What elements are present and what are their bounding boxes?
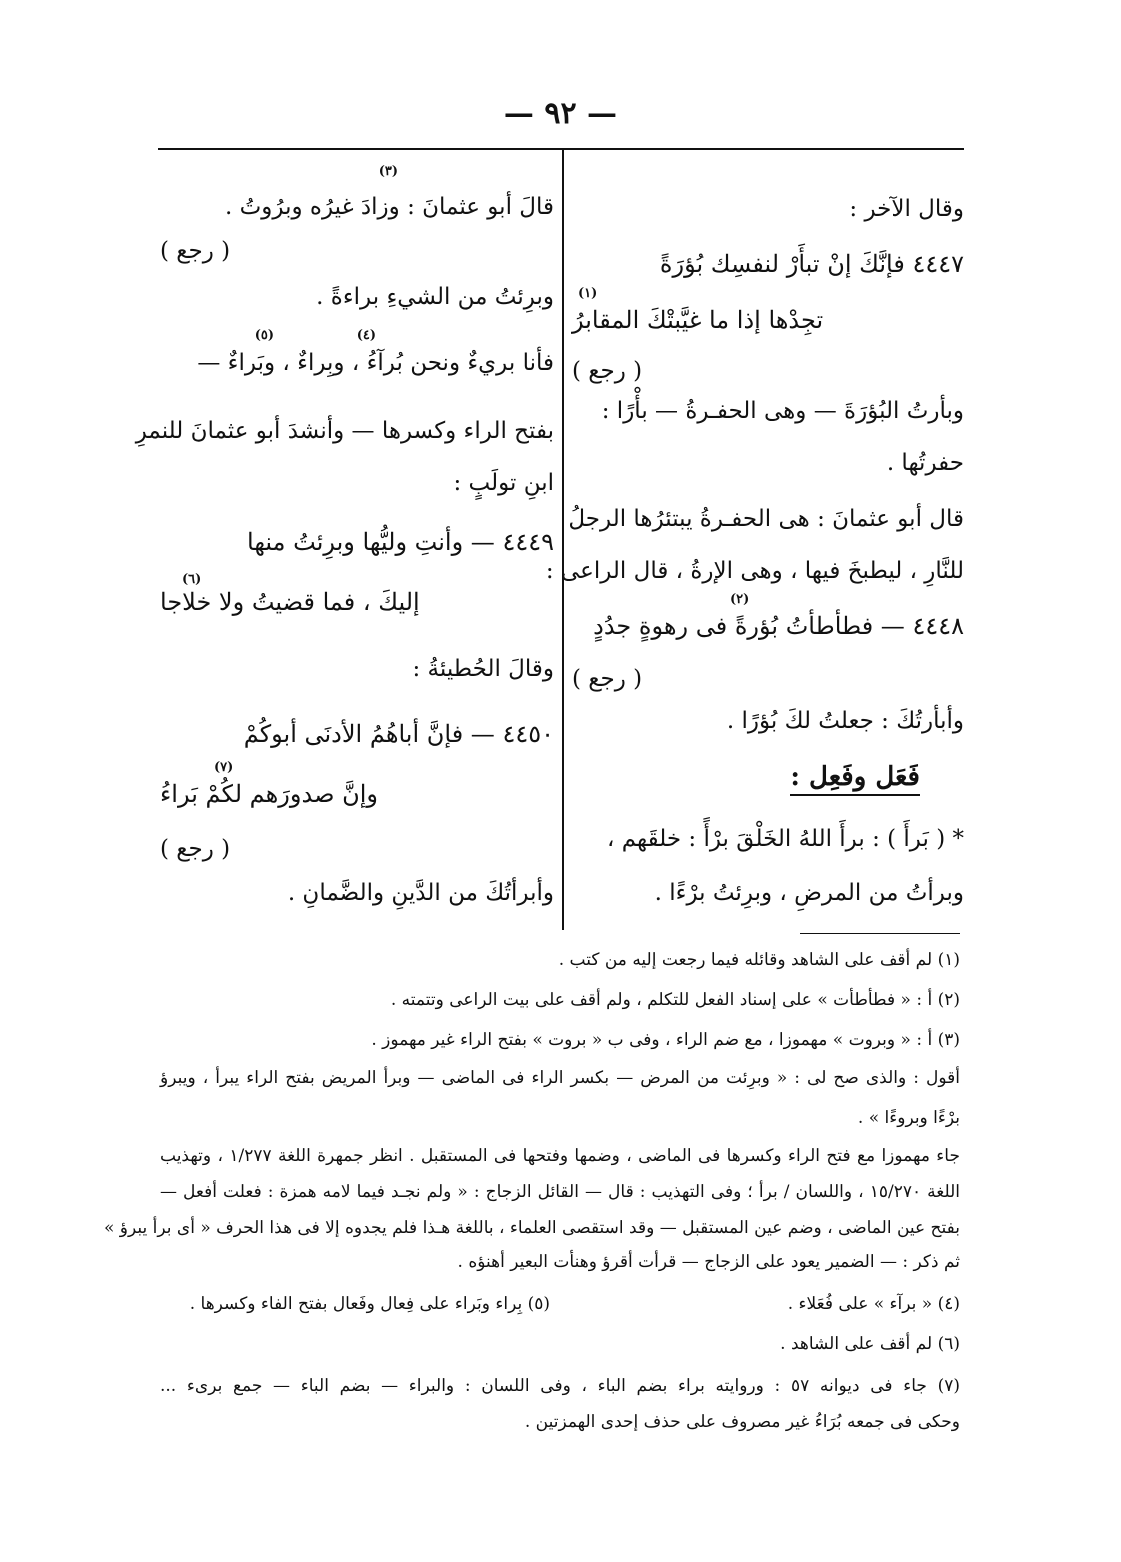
paragraph-line: قالَ أبو عثمانَ : وزادَ غيرُه وبرُوتُ . <box>225 194 554 220</box>
footnote-marker: (٢) <box>730 592 750 607</box>
entry-line: * ( بَرأَ ) : برأَ اللهُ الخَلْقَ برْأً : خلقَهم ، <box>607 826 964 852</box>
paragraph-line: فأنا بريءٌ ونحن بُرآءُ ، وبِراءٌ ، وبَراءٌ — <box>197 350 554 376</box>
intro-line: وقال الآخر : <box>849 196 964 222</box>
footnote-3-continuation: بفتح عين الماضى ، وضم عين المستقبل — وقد استقصى العلماء ، باللغة هـذا فلم يجدوه إلا فى هذا الحرف « أى برأ يبرؤ » <box>104 1218 960 1238</box>
footnote-3-continuation: أقول : والذى صح لى : « وبرِئت من المرض — بكسر الراء فى الماضى — وبرأ المريض بفتح الراء يبرأ ، ويبرؤ <box>160 1068 960 1088</box>
verse-4447-second-hemistich: تجِدْها إذا ما غيَّبتْكَ المقابرُ <box>572 306 824 334</box>
section-title: فَعَل وفَعِل : <box>790 762 920 796</box>
verse-4449-second-hemistich: إليكَ ، فما قضيتُ ولا خلاجا <box>160 588 420 616</box>
poet-intro: وقالَ الحُطيئةُ : <box>412 656 554 682</box>
paragraph-line: وأبرأتُكَ من الدَّينِ والضَّمانِ . <box>287 880 554 906</box>
footnote-marker: (٣) <box>378 164 398 179</box>
footnote-marker: (٥) <box>254 328 274 343</box>
header-rule <box>158 148 964 150</box>
footnote-6: (٦) لم أقف على الشاهد . <box>780 1334 960 1354</box>
footnote-7: (٧) جاء فى ديوانه ٥٧ : وروايته براء بضم الباء ، وفى اللسان : والبراء — بضم الباء — جمع برىء ... <box>160 1376 960 1396</box>
rajaz-label: ( رجع ) <box>160 238 231 264</box>
column-divider <box>562 150 564 930</box>
footnote-marker: (٤) <box>356 328 376 343</box>
page-number: — ٩٢ — <box>503 96 618 131</box>
footnote-marker: (١) <box>578 286 598 301</box>
paragraph-line: للنَّارِ ، ليطبخَ فيها ، وهى الإرةُ ، قال الراعى : <box>545 558 964 584</box>
paragraph-line: ابنِ تولَبٍ : <box>453 470 554 496</box>
footnote-3-continuation: جاء مهموزا مع فتح الراء وكسرها فى الماضى ، وضمها وفتحها فى المستقبل . انظر جمهرة اللغة ١/٢٧٧ ، وتهذيب <box>160 1146 960 1166</box>
footnote-3-continuation: ثم ذكر : — الضمير يعود على الزجاج — قرأت أقرؤ وهنأت البعير أهنؤه . <box>457 1252 960 1272</box>
rajaz-label: ( رجع ) <box>572 358 643 384</box>
footnote-marker: (٦) <box>182 572 202 587</box>
verse-4450-first-hemistich: ٤٤٥٠ — فإنَّ أباهُمُ الأدنَى أبوكُمْ <box>243 720 554 748</box>
paragraph-line: وبأرتُ البُؤرَةَ — وهى الحفـرةُ — بأْرًا : <box>601 398 964 424</box>
verse-4450-second-hemistich: وإنَّ صدورَهم لكُمْ بَراءُ <box>160 780 378 808</box>
footnote-5: (٥) بِراء وبَراء على فِعال وفَعال بفتح الفاء وكسرها . <box>189 1294 550 1314</box>
footnote-7-continuation: وحكى فى جمعه بُرَاءُ غير مصروف على حذف إحدى الهمزتين . <box>524 1412 960 1432</box>
footnote-4: (٤) « برآء » على فُعَلاء . <box>787 1294 960 1314</box>
paragraph-line: حفرتُها . <box>886 450 964 476</box>
paragraph-line: وبرِئتُ من الشيءِ براءةً . <box>316 284 554 310</box>
paragraph-line: قال أبو عثمانَ : هى الحفـرةُ يبتئرُها الرجلُ <box>568 506 964 532</box>
footnote-rule <box>800 933 960 934</box>
rajaz-label: ( رجع ) <box>160 836 231 862</box>
footnote-3-continuation: اللغة ١٥/٢٧٠ ، واللسان / برأ ؛ وفى التهذيب : قال — القائل الزجاج : « ولم نجـد فيما لامه همزة : فعلت أفعل — <box>160 1182 960 1202</box>
footnote-3: (٣) أ : « وبروت » مهموزا ، مع ضم الراء ، وفى ب « بروت » بفتح الراء غير مهموز . <box>371 1030 960 1050</box>
footnote-2: (٢) أ : « فطأطأت » على إسناد الفعل للتكلم ، ولم أقف على بيت الراعى وتتمته . <box>390 990 960 1010</box>
rajaz-label: ( رجع ) <box>572 666 643 692</box>
verse-4449-first-hemistich: ٤٤٤٩ — وأنتِ وليُّها وبرِئتُ منها <box>247 528 554 556</box>
footnote-1: (١) لم أقف على الشاهد وقائله فيما رجعت إليه من كتب . <box>558 950 960 970</box>
paragraph-line: وأبأرتُكَ : جعلتُ لكَ بُؤرًا . <box>726 708 964 734</box>
footnote-marker: (٧) <box>214 760 234 775</box>
verse-4448: ٤٤٤٨ — فطأطأتُ بُؤرةً فى رهوةٍ جدُدٍ <box>593 612 964 640</box>
footnote-3-continuation: برْءًا وبروءًا » . <box>857 1108 960 1128</box>
verse-4447-first-hemistich: ٤٤٤٧ فإنَّكَ إنْ تبأَرْ لنفسِك بُؤرَةً <box>659 250 964 278</box>
paragraph-line: بفتح الراء وكسرها — وأنشدَ أبو عثمانَ للنمرِ <box>135 418 554 444</box>
entry-line: وبرأتُ من المرضِ ، وبرِئتُ برْءًا . <box>654 880 964 906</box>
